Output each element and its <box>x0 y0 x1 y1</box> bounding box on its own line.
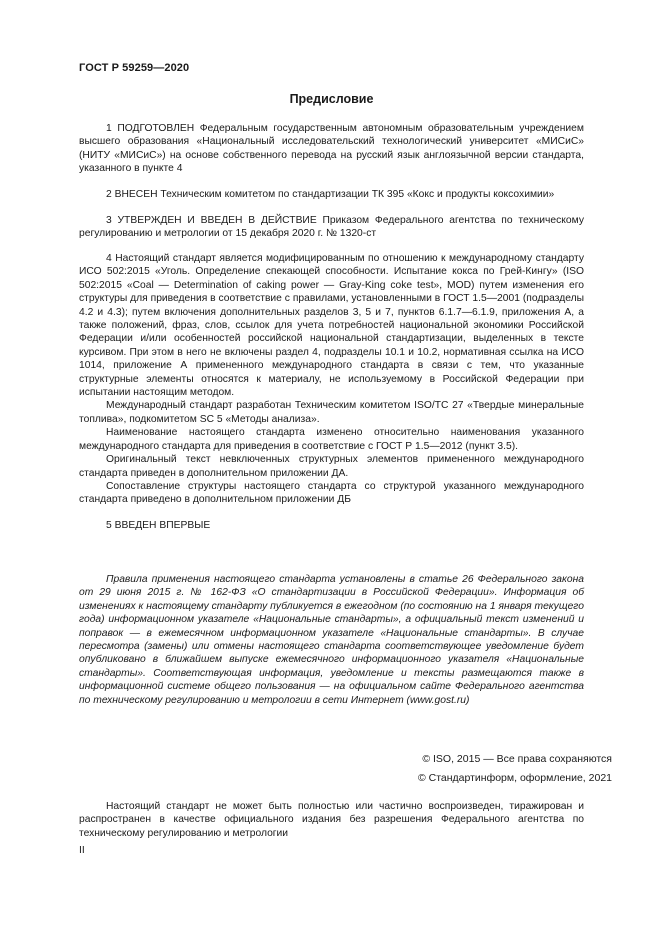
section-4-paragraph: Международный стандарт разработан Техническим комитетом ISO/TC 27 «Твердые минеральные топлива», подкомитетом SC 5 «Методы анализа». <box>79 400 584 425</box>
restriction-text: Настоящий стандарт не может быть полностью или частично воспроизведен, тиражирован и распространен в качестве официального издания без разрешения Федерального агентства по техническому регулированию и метрологии <box>79 801 584 839</box>
section-4-paragraph: 4 Настоящий стандарт является модифицированным по отношению к международному стандарту ИСО 502:2015 «Уголь. Определение спекающей способности. Испытание кокса по Грей-Кингу» (ISO 502:2015 «Coal — Determination of caking power — Gray-King coke test», MOD) путем изменения его структуры для приведения в соответствие с правилами, установленными в ГОСТ 1.5—2001 (подразделы 4.2 и 4.3); путем включения дополнительных разделов 3, 5 и 7, пунктов 6.1.7—6.1.9, приложения А, а также положений, фраз, слов, ссылок для учета потребностей национальной экономики Российской Федерации и/или особенностей российской национальной стандартизации, выделенных в тексте курсивом. При этом в него не включены раздел 4, подразделы 10.1 и 10.2, нормативная ссылка на ИСО 1014, приложение А примененного международного стандарта в связи с тем, что указанные структурные элементы относятся к материалу, не используемому в Российской Федерации при испытании настоящим методом. <box>79 253 584 399</box>
restriction-notice <box>79 800 584 840</box>
section-4-paragraph: Сопоставление структуры настоящего стандарта со структурой указанного международного стандарта приведено в дополнительном приложении ДБ <box>79 480 584 506</box>
section-4-paragraph: Оригинальный текст невключенных структурных элементов примененного международного стандарта приведен в дополнительном приложении ДА. <box>79 454 584 479</box>
section-3 <box>79 214 584 241</box>
copyright-iso: © ISO, 2015 — Все права сохраняются <box>422 753 612 765</box>
usage-notice-text: Правила применения настоящего стандарта установлены в статье 26 Федерального закона от 29 июня 2015 г. № 162-ФЗ «О стандартизации в Российской Федерации». Информация об изменениях к настоящему стандарту публикуется в ежегодном (по состоянию на 1 января текущего года) информационном указателе «Национальные стандарты», а официальный текст изменений и поправок — в ежемесячном информационном указателе «Национальные стандарты». В случае пересмотра (замены) или отмены настоящего стандарта соответствующее уведомление будет опубликовано в ближайшем выпуске ежемесячного информационного указателя «Национальные стандарты». Соответствующая информация, уведомление и тексты размещаются также в информационной системе общего пользования — на официальном сайте Федерального агентства по техническому регулированию и метрологии в сети Интернет (www.gost.ru) <box>79 574 584 706</box>
document-header: ГОСТ Р 59259—2020 <box>79 62 190 74</box>
section-1-text: 1 ПОДГОТОВЛЕН Федеральным государственным автономным образовательным учреждением высшего образования «Национальный исследовательский технологический университет «МИСиС» (НИТУ «МИСиС») на основе собственного перевода на русский язык англоязычной версии стандарта, указанного в пункте 4 <box>79 123 584 175</box>
page-title: Предисловие <box>289 92 374 106</box>
section-2-text: 2 ВНЕСЕН Техническим комитетом по стандартизации ТК 395 «Кокс и продукты коксохимии» <box>106 189 555 200</box>
page-number: II <box>79 845 85 856</box>
copyright-standartinform: © Стандартинформ, оформление, 2021 <box>417 772 612 784</box>
section-1 <box>79 122 584 176</box>
section-4 <box>79 252 584 507</box>
usage-notice <box>79 573 584 707</box>
section-4-paragraph: Наименование настоящего стандарта изменено относительно наименования указанного международного стандарта для приведения в соответствие с ГОСТ Р 1.5—2012 (пункт 3.5). <box>79 427 584 452</box>
section-2 <box>79 188 584 201</box>
section-3-text: 3 УТВЕРЖДЕН И ВВЕДЕН В ДЕЙСТВИЕ Приказом Федерального агентства по техническому регулированию и метрологии от 15 декабря 2020 г. № 1320-ст <box>79 215 584 240</box>
section-5-text: 5 ВВЕДЕН ВПЕРВЫЕ <box>106 520 211 531</box>
section-5 <box>79 519 584 532</box>
